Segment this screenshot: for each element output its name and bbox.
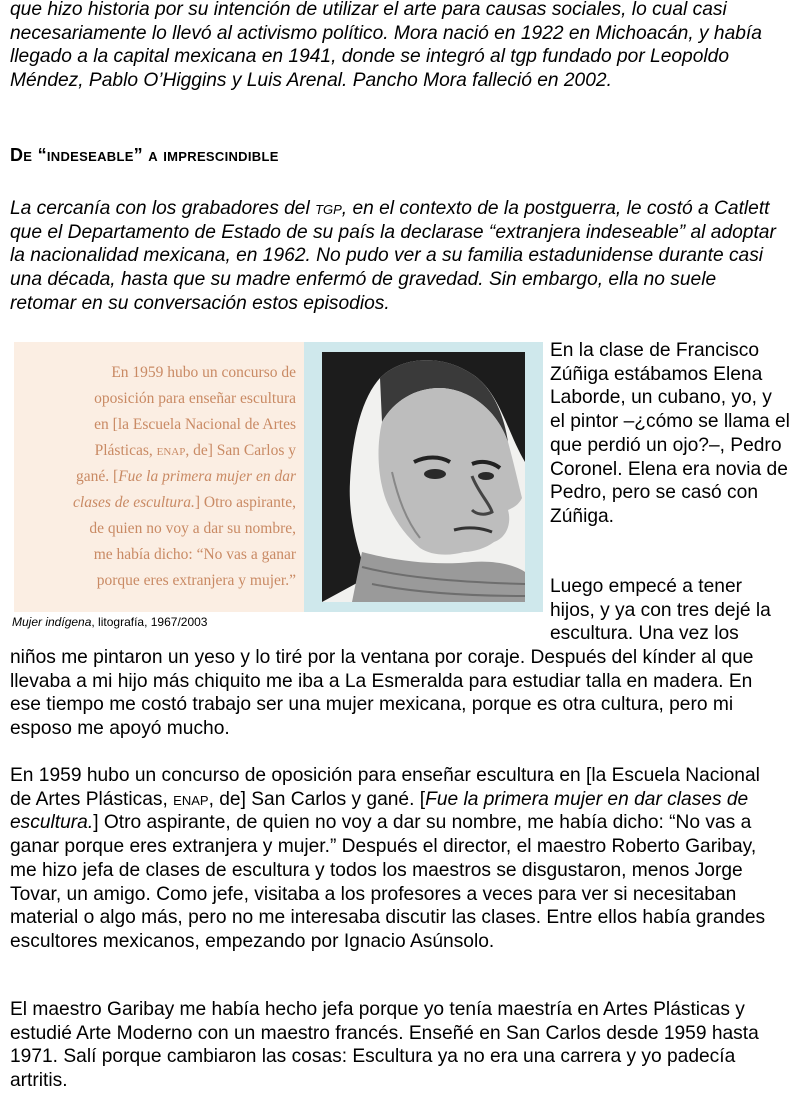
paragraph-3: En 1959 hubo un concurso de oposición para enseñar escultura en [la Escuela Nacional de Artes Plásticas, enap, de] San Carlos y gané. [Fue la primera mujer en dar clases de escultura.] Otro aspirante, de quien no voy a dar su nombre, me había dicho: “No vas a ganar porque eres extranjera y mujer.” Después el director, el maestro Roberto Garibay, me hizo jefa de clases de escultura y todos los maestros se disgustaron, menos Jorge Tovar, un amigo. Como jefe, visitaba a los profesores a veces para ver si necesitaban material o algo más, pero no me interesaba discutir las clases. Entre ellos había grandes escultores mexicanos, empezando por Ignacio Asúnsolo.: [10, 765, 766, 952]
pull-quote-line: Plásticas, enap, de] San Carlos y: [94, 442, 296, 459]
pull-quote-line: En 1959 hubo un concurso de: [111, 364, 296, 381]
pull-quote-line: porque eres extranjera y mujer.”: [96, 572, 296, 589]
pull-quote-line: oposición para enseñar escultura: [94, 390, 296, 407]
pull-quote-line: me había dicho: “No vas a ganar: [93, 546, 296, 563]
paragraph-4: El maestro Garibay me había hecho jefa porque yo tenía maestría en Artes Plásticas y estudié Arte Moderno con un maestro francés. Enseñé en San Carlos desde 1959 hasta 1971. Salí porque cambiaron las cosas: Escultura ya no era una carrera y yo padecía artritis.: [10, 999, 759, 1092]
section-heading: De “indeseable” a imprescindible: [10, 145, 279, 165]
tgp-abbreviation: tgp: [315, 198, 342, 219]
enap-abbreviation: enap: [173, 788, 209, 810]
side-paragraph-1: En la clase de Francisco Zúñiga estábamos Elena Laborde, un cubano, yo, y el pintor –¿cómo se llama el que perdió un ojo?–, Pedro Coronel. Elena era novia de Pedro, pero se casó con Zúñiga.: [550, 340, 790, 527]
portrait-lithograph: [322, 352, 525, 602]
pull-quote-line: gané. [Fue la primera mujer en dar: [76, 468, 296, 485]
italic-paragraph-end: , en el contexto de la postguerra, le costó a Catlett que el Departamento de Estado de su país la declarase “extranjera indeseable” al adoptar la nacionalidad mexicana, en 1962. No pudo ver a su familia estadunidense durante casi una década, hasta que su madre enfermó de gravedad. Sin embargo, ella no suele retomar en su conversación estos episodios.: [10, 198, 776, 314]
portrait-frame: [304, 342, 543, 612]
paragraph-2-continuation: niños me pintaron un yeso y lo tiré por la ventana por coraje. Después del kínder al que llevaba a mi hijo más chiquito me iba a La Esmeralda para estudiar talla en madera. En ese tiempo me costó trabajo ser una mujer mexicana, porque es otra cultura, pero mi esposo me apoyó mucho.: [10, 647, 754, 740]
side-paragraph-2: Luego empecé a tener hijos, y ya con tres dejé la escultura. Una vez los: [550, 576, 771, 645]
pull-quote-line: en [la Escuela Nacional de Artes: [94, 416, 296, 433]
caption-details: , litografía, 1967/2003: [91, 615, 208, 629]
emphasis: Fue la primera mujer en dar clases de escultura.: [10, 788, 749, 834]
italic-paragraph-start: La cercanía con los grabadores del: [10, 198, 316, 219]
pull-quote-line: de quien no voy a dar su nombre,: [89, 520, 296, 537]
figure: [10, 340, 540, 629]
intro-paragraph: que hizo historia por su intención de utilizar el arte para causas sociales, lo cual casi necesariamente lo llevó al activismo político. Mora nació en 1922 en Michoacán, y había llegado a la capital mexicana en 1941, donde se integró al tgp fundado por Leopoldo Méndez, Pablo O’Higgins y Luis Arenal. Pancho Mora falleció en 2002.: [10, 0, 762, 92]
pull-quote-panel: [14, 342, 304, 612]
enap-abbreviation: enap: [156, 442, 186, 459]
pull-quote: [6, 360, 296, 594]
pull-quote-line: clases de escultura.] Otro aspirante,: [73, 494, 296, 511]
caption-title: Mujer indígena: [12, 615, 92, 629]
italic-paragraph: [10, 197, 785, 316]
figure-caption: [12, 614, 207, 630]
